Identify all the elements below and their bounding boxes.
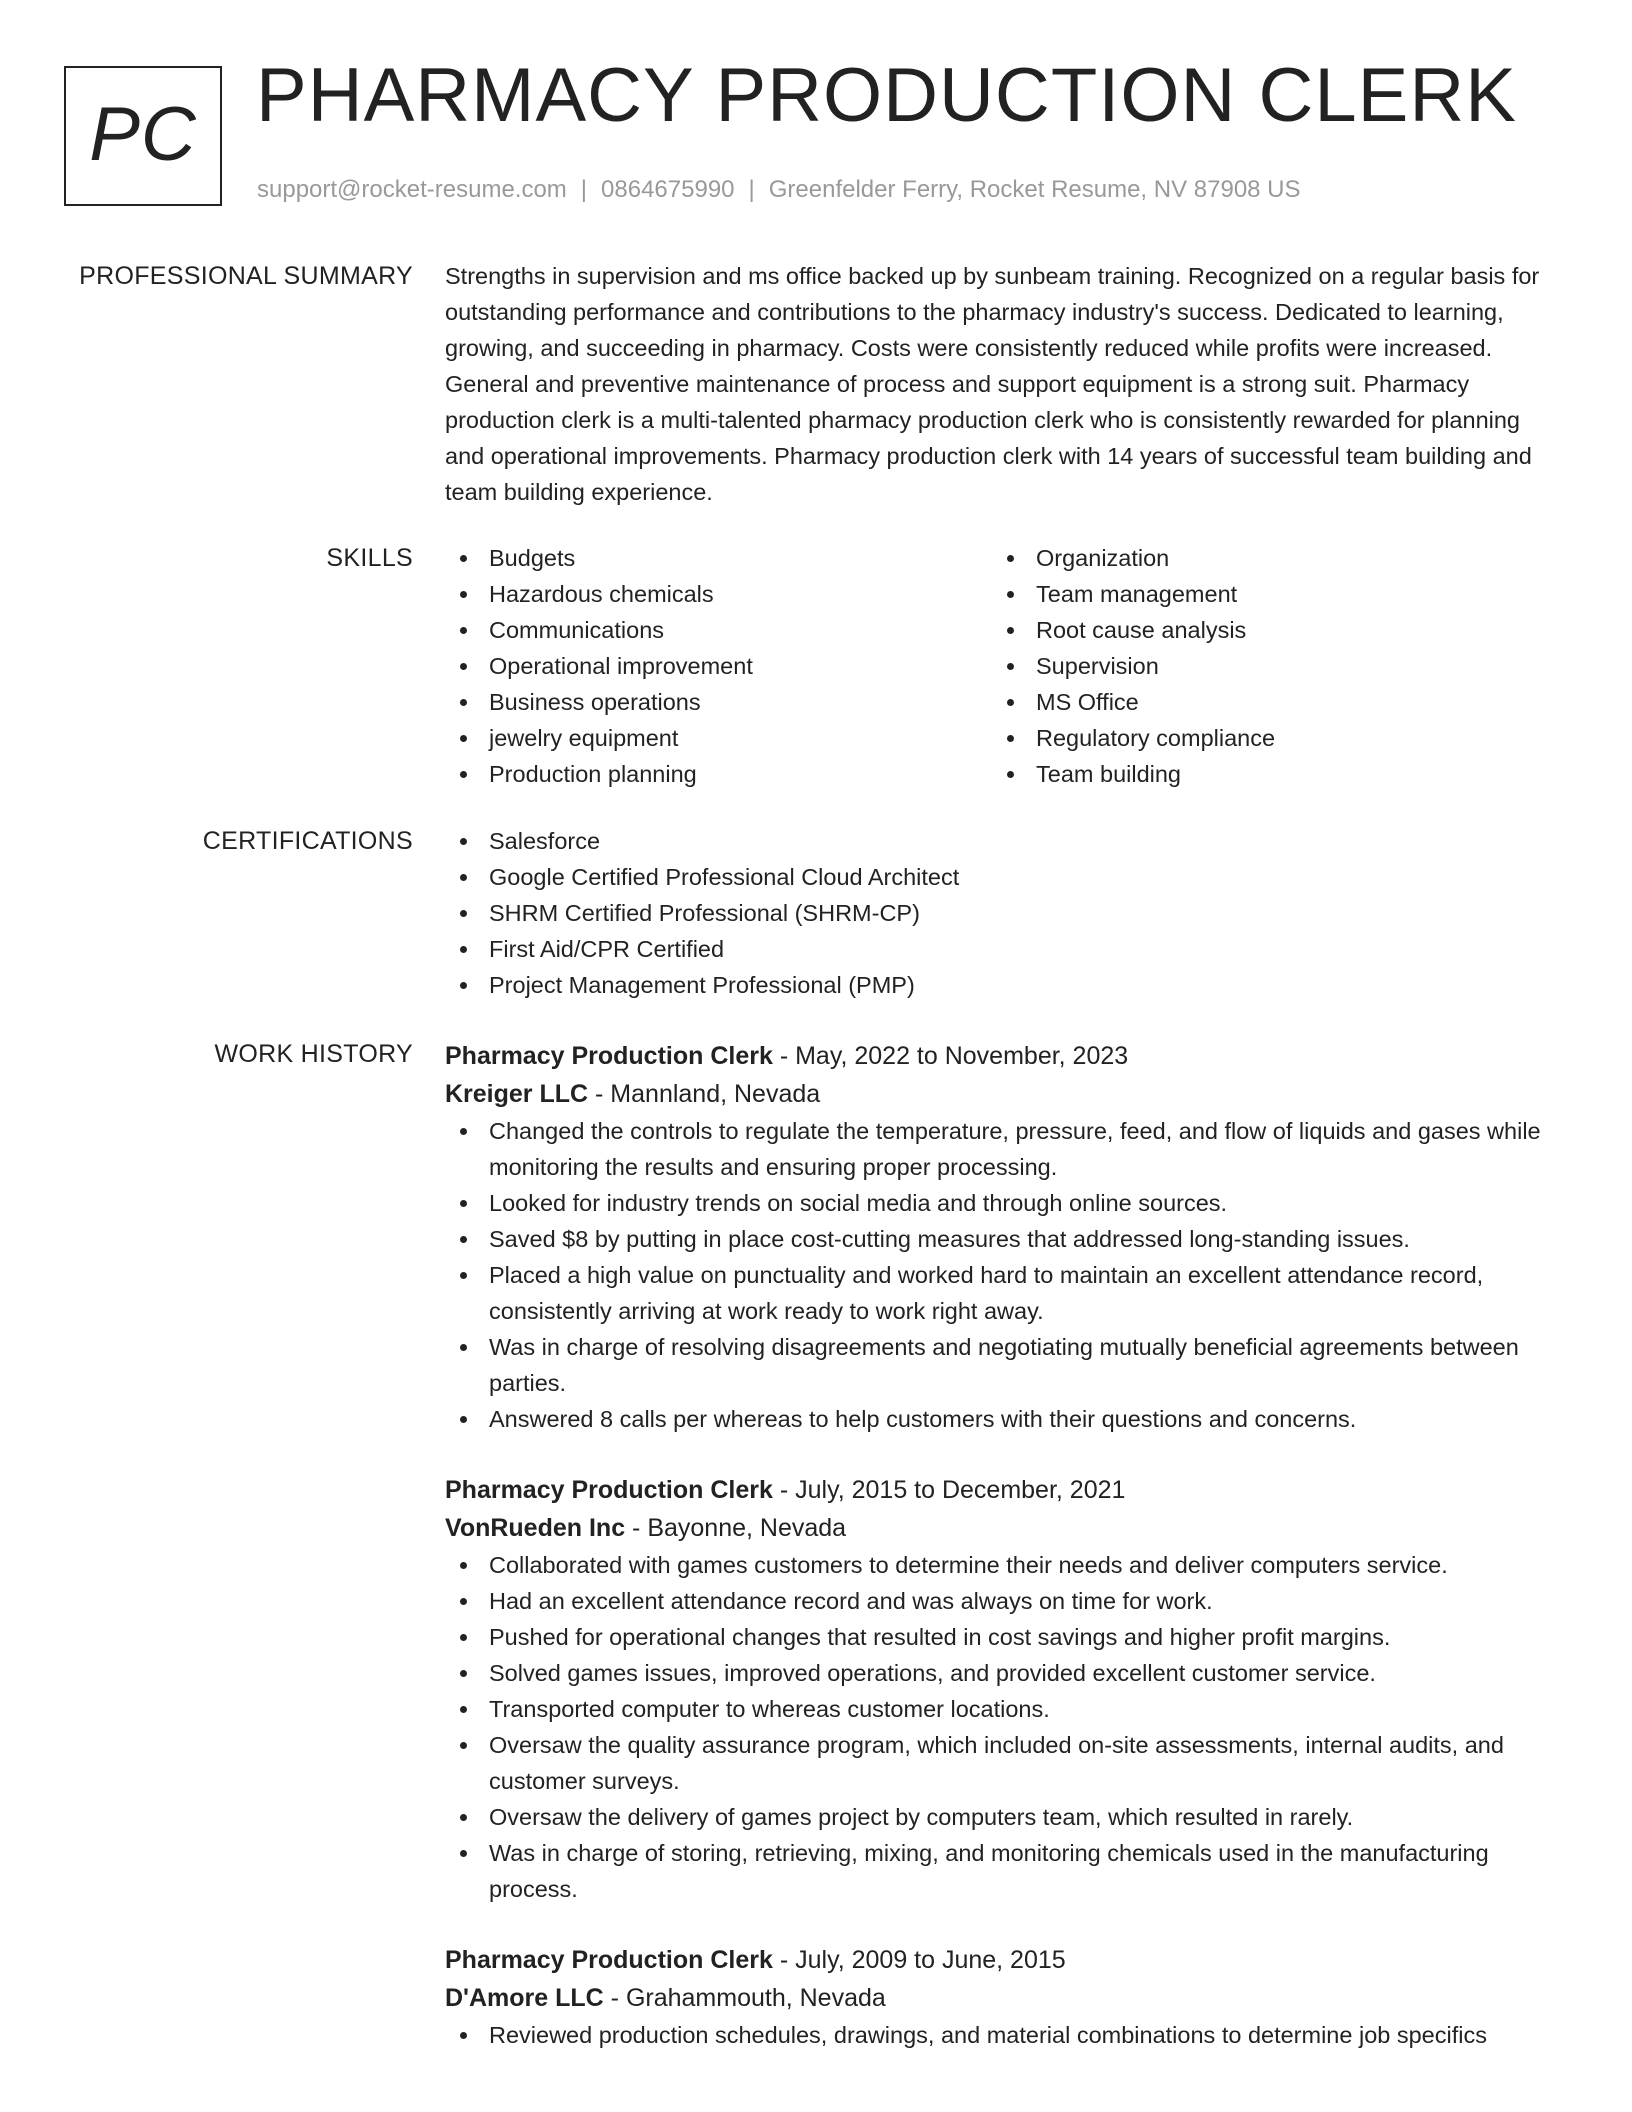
skill-item: MS Office	[992, 684, 1539, 720]
job-dates: - May, 2022 to November, 2023	[772, 1042, 1129, 1070]
contact-address: Greenfelder Ferry, Rocket Resume, NV 87908 US	[768, 176, 1301, 203]
job-bullet: Changed the controls to regulate the temperature, pressure, feed, and flow of liquids and gases while monitoring the results and ensuring proper processing.	[445, 1113, 1565, 1185]
work-history-body	[445, 1037, 1565, 2087]
section-title-skills: SKILLS	[326, 544, 413, 572]
job-bullet: Reviewed production schedules, drawings, and material combinations to determine job specifics	[445, 2017, 1565, 2053]
skills-body	[445, 540, 1565, 792]
job-location: - Bayonne, Nevada	[625, 1514, 847, 1542]
job-role: Pharmacy Production Clerk	[445, 1946, 773, 1974]
certification-item: Salesforce	[445, 823, 1565, 859]
contact-separator: |	[748, 176, 755, 203]
job-bullet: Oversaw the delivery of games project by computers team, which resulted in rarely.	[445, 1799, 1565, 1835]
job-bullet: Was in charge of resolving disagreements and negotiating mutually beneficial agreements between parties.	[445, 1329, 1565, 1401]
job-entry	[445, 1941, 1565, 2053]
certification-item: Google Certified Professional Cloud Architect	[445, 859, 1565, 895]
certifications-list	[445, 823, 1565, 1003]
monogram-box	[64, 66, 222, 206]
skill-item: jewelry equipment	[445, 720, 992, 756]
job-role: Pharmacy Production Clerk	[445, 1476, 773, 1504]
skill-item: Production planning	[445, 756, 992, 792]
certification-item: First Aid/CPR Certified	[445, 931, 1565, 967]
candidate-name: PHARMACY PRODUCTION CLERK	[256, 53, 1517, 138]
job-bullet: Pushed for operational changes that resulted in cost savings and higher profit margins.	[445, 1619, 1565, 1655]
skill-item: Operational improvement	[445, 648, 992, 684]
job-dates: - July, 2015 to December, 2021	[772, 1476, 1126, 1504]
skill-item: Regulatory compliance	[992, 720, 1539, 756]
job-bullet: Was in charge of storing, retrieving, mixing, and monitoring chemicals used in the manufacturing process.	[445, 1835, 1565, 1907]
job-role-line	[445, 1941, 1565, 1979]
job-bullet: Placed a high value on punctuality and worked hard to maintain an excellent attendance record, consistently arriving at work ready to work right away.	[445, 1257, 1565, 1329]
summary-text: Strengths in supervision and ms office backed up by sunbeam training. Recognized on a regular basis for outstanding performance and contributions to the pharmacy industry's success. Dedicated to learning, growing, and succeeding in pharmacy. Costs were consistently reduced while profits were increased. General and preventive maintenance of process and support equipment is a strong suit. Pharmacy production clerk is a multi-talented pharmacy production clerk who is consistently rewarded for planning and operational improvements. Pharmacy production clerk with 14 years of successful team building and team building experience.	[445, 263, 1540, 505]
job-role-line	[445, 1471, 1565, 1509]
skill-item: Communications	[445, 612, 992, 648]
job-company-line	[445, 1509, 1565, 1547]
contact-phone[interactable]: 0864675990	[601, 176, 735, 203]
skill-item: Root cause analysis	[992, 612, 1539, 648]
contact-separator: |	[580, 176, 588, 203]
job-bullet: Oversaw the quality assurance program, which included on-site assessments, internal audits, and customer surveys.	[445, 1727, 1565, 1799]
job-dates: - July, 2009 to June, 2015	[772, 1946, 1066, 1974]
job-company-line	[445, 1979, 1565, 2017]
skills-list-right	[992, 540, 1539, 792]
job-location: - Grahammouth, Nevada	[603, 1984, 886, 2012]
job-bullet: Had an excellent attendance record and was always on time for work.	[445, 1583, 1565, 1619]
section-title-certifications: CERTIFICATIONS	[202, 827, 413, 855]
skill-item: Supervision	[992, 648, 1539, 684]
certification-item: SHRM Certified Professional (SHRM-CP)	[445, 895, 1565, 931]
job-entry	[445, 1471, 1565, 1907]
job-role: Pharmacy Production Clerk	[445, 1042, 773, 1070]
job-company-line	[445, 1075, 1565, 1113]
job-entry	[445, 1037, 1565, 1437]
skill-item: Hazardous chemicals	[445, 576, 992, 612]
certification-item: Project Management Professional (PMP)	[445, 967, 1565, 1003]
job-company: D'Amore LLC	[445, 1984, 604, 2012]
job-bullet: Answered 8 calls per whereas to help customers with their questions and concerns.	[445, 1401, 1565, 1437]
job-bullets	[445, 2017, 1565, 2053]
skills-list-left	[445, 540, 992, 792]
section-title-summary: PROFESSIONAL SUMMARY	[79, 262, 413, 290]
section-title-work-history: WORK HISTORY	[214, 1040, 413, 1068]
skill-item: Organization	[992, 540, 1539, 576]
job-bullets	[445, 1547, 1565, 1907]
skill-item: Team management	[992, 576, 1539, 612]
job-bullet: Saved $8 by putting in place cost-cutting measures that addressed long-standing issues.	[445, 1221, 1565, 1257]
contact-line	[257, 176, 1301, 204]
job-location: - Mannland, Nevada	[588, 1080, 821, 1108]
job-company: VonRueden Inc	[445, 1514, 626, 1542]
job-role-line	[445, 1037, 1565, 1075]
job-bullet: Transported computer to whereas customer locations.	[445, 1691, 1565, 1727]
skill-item: Team building	[992, 756, 1539, 792]
job-bullets	[445, 1113, 1565, 1437]
monogram-initials: PC	[89, 91, 197, 177]
certifications-body	[445, 823, 1565, 1003]
skill-item: Budgets	[445, 540, 992, 576]
skills-grid	[445, 540, 1565, 792]
job-bullet: Looked for industry trends on social media and through online sources.	[445, 1185, 1565, 1221]
contact-email[interactable]: support@rocket-resume.com	[257, 176, 567, 203]
job-bullet: Solved games issues, improved operations, and provided excellent customer service.	[445, 1655, 1565, 1691]
job-bullet: Collaborated with games customers to determine their needs and deliver computers service.	[445, 1547, 1565, 1583]
job-company: Kreiger LLC	[445, 1080, 589, 1108]
skill-item: Business operations	[445, 684, 992, 720]
